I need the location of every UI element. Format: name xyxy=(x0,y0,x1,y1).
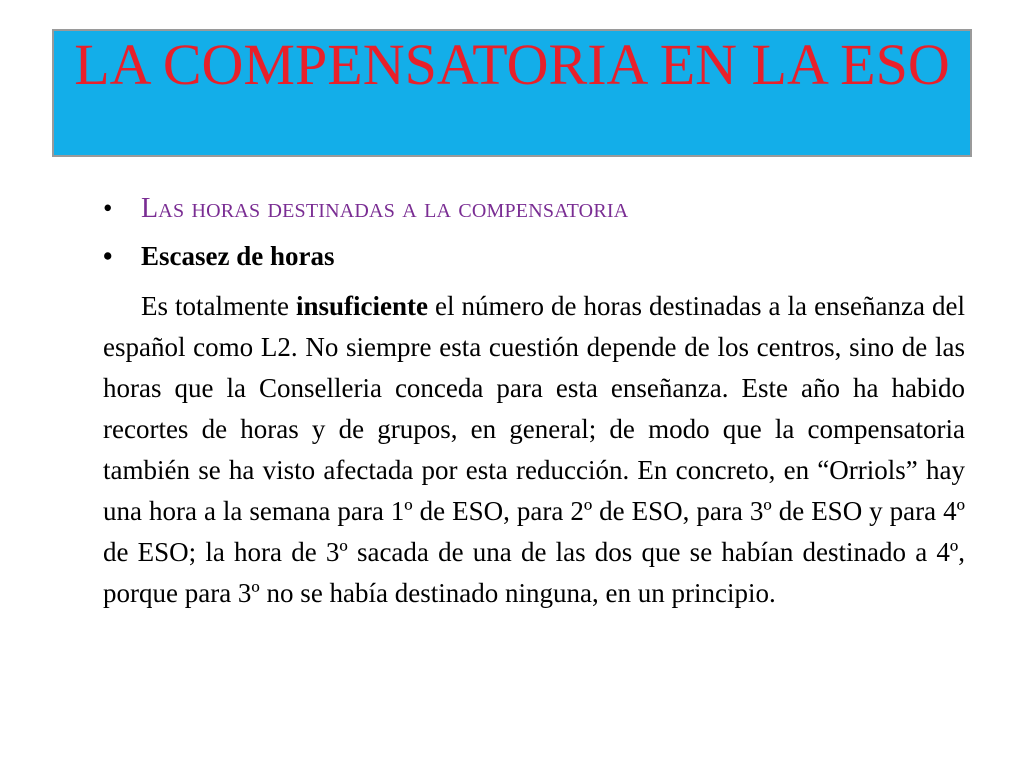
bullet-item-shortage xyxy=(103,240,334,272)
paragraph-text-rest: el número de horas destinadas a la enseñanza del español como L2. No siempre esta cuestión depende de los centros, sino de las horas que la Conselleria conceda para esta enseñanza. Este año ha habido recortes de horas y de grupos, en general; de modo que la compensatoria también se ha visto afectada por esta reducción. En concreto, en “Orriols” hay una hora a la semana para 1º de ESO, para 2º de ESO, para 3º de ESO y para 4º de ESO; la hora de 3º sacada de una de las dos que se habían destinado a 4º, porque para 3º no se había destinado ninguna, en un principio. xyxy=(103,291,965,608)
bullet-dot-icon: • xyxy=(103,193,113,223)
paragraph-text-start: Es totalmente xyxy=(141,291,297,321)
bullet-item-hours xyxy=(103,192,628,225)
bullet-text-hours: Las horas destinadas a la compensatoria xyxy=(141,193,629,224)
paragraph-emphasis: insuficiente xyxy=(296,291,429,321)
body-paragraph xyxy=(103,286,965,614)
slide-title: LA COMPENSATORIA EN LA ESO xyxy=(74,32,950,97)
title-box xyxy=(52,29,972,157)
bullet-text-shortage: Escasez de horas xyxy=(141,241,335,271)
bullet-dot-icon: • xyxy=(103,241,113,271)
